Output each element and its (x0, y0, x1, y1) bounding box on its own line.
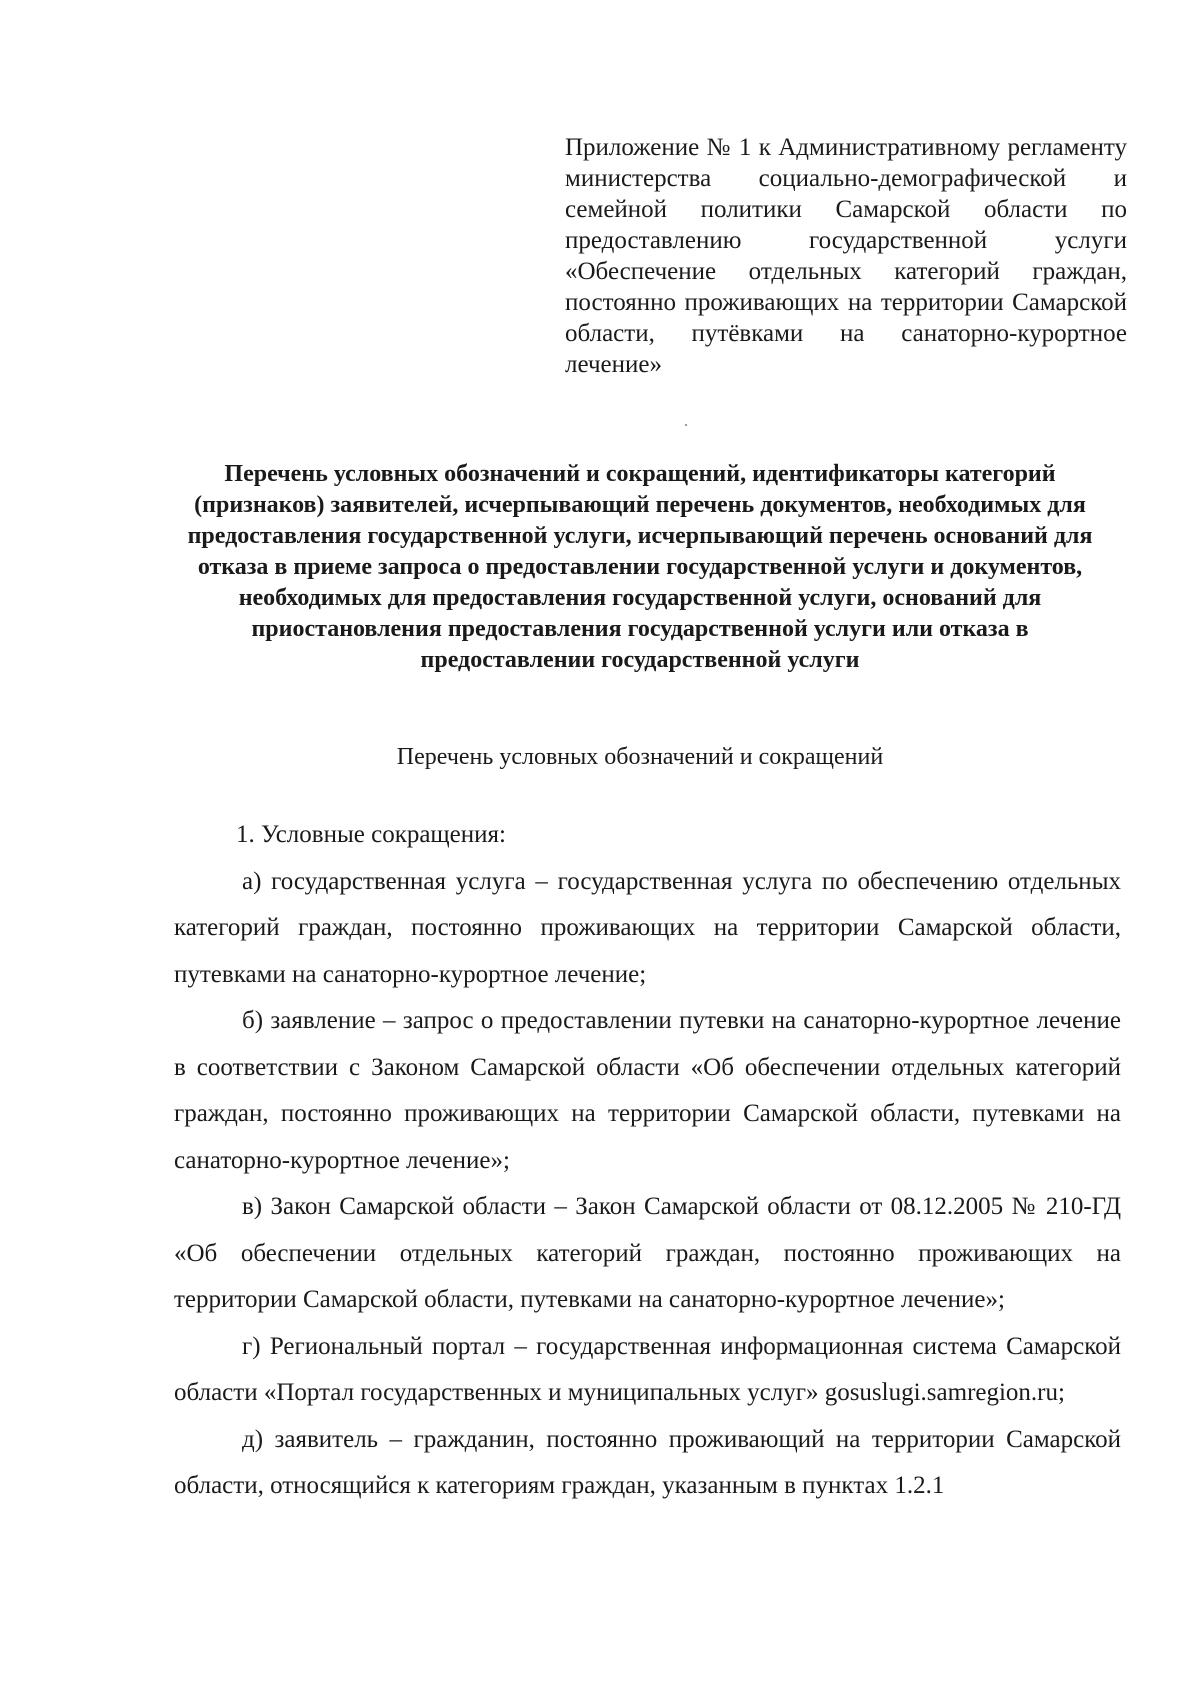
list-item-g: г) Региональный портал – государственная информационная система Самарской области «Портал государственных и муниципальных услуг» gosuslugi.samregion.ru; (174, 1332, 1121, 1406)
list-item-b: б) заявление – запрос о предоставлении путевки на санаторно-курортное лечение в соответствии с Законом Самарской области «Об обеспечении отдельных категорий граждан, постоянно проживающих на территории Самарской области, путевками на санаторно-курортное лечение»; (174, 1007, 1121, 1174)
annex-reference: Приложение № 1 к Административному регламенту министерства социально-демографической и семейной политики Самарской области по предоставлению государственной услуги «Обеспечение отдельных категорий граждан, постоянно проживающих на территории Самарской области, путёвками на санаторно-курортное лечение» (565, 134, 1127, 378)
section-1-heading: 1. Условные сокращения: (236, 821, 506, 848)
scan-speck (685, 424, 687, 426)
list-item-d: д) заявитель – гражданин, постоянно проживающий на территории Самарской области, относящийся к категориям граждан, указанным в пунктах 1.2.1 (174, 1425, 1121, 1499)
list-item-v: в) Закон Самарской области – Закон Самарской области от 08.12.2005 № 210-ГД «Об обеспечении отдельных категорий граждан, постоянно проживающих на территории Самарской области, путевками на санаторно-курортное лечение»; (174, 1193, 1121, 1313)
section-subtitle: Перечень условных обозначений и сокращений (396, 744, 884, 770)
list-item-a: а) государственная услуга – государственная услуга по обеспечению отдельных категорий граждан, постоянно проживающих на территории Самарской области, путевками на санаторно-курортное лечение; (174, 867, 1121, 988)
document-body (174, 812, 1121, 1510)
document-title: Перечень условных обозначений и сокращений, идентификаторы категорий (признаков) заявителей, исчерпывающий перечень документов, необходимых для предоставления государственной услуги, исчерпывающий перечень оснований для отказа в приеме запроса о предоставлении государственной услуги и документов, необходимых для предоставления государственной услуги, оснований для приостановления предоставления государственной услуги или отказа в предоставлении государственной услуги (187, 461, 1093, 673)
